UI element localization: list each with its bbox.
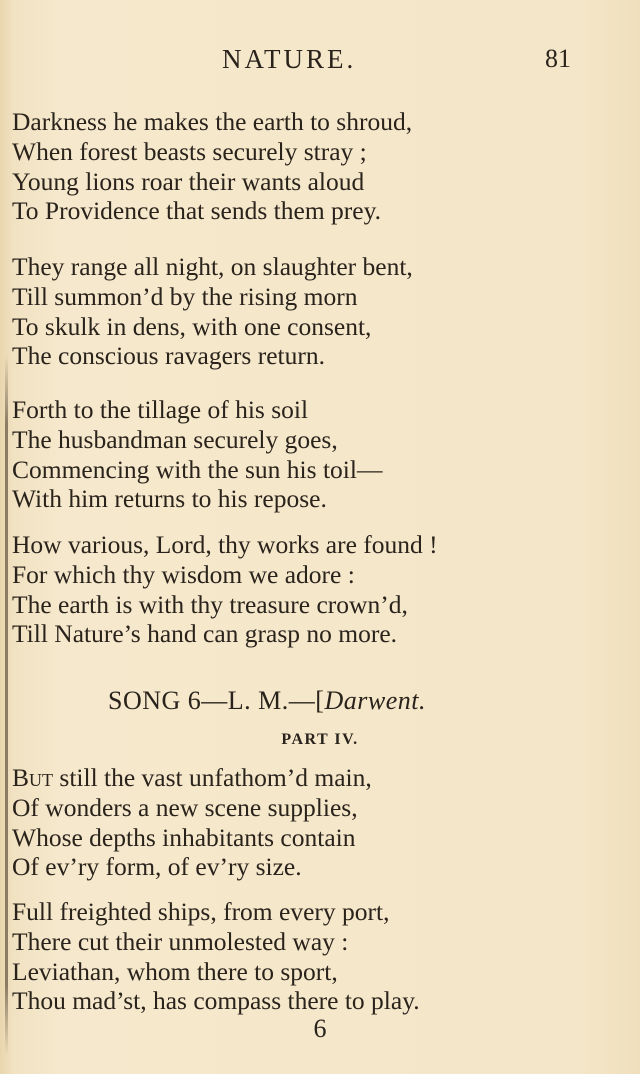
verse-line: Forth to the tillage of his soil: [12, 395, 309, 424]
verse-line: Commencing with the sun his toil—: [12, 454, 383, 484]
first-line-rest: still the vast unfathom’d main,: [53, 763, 372, 792]
verse-line: Young lions roar their wants aloud: [12, 166, 365, 196]
song-heading: [0, 686, 640, 720]
stanza: [12, 395, 572, 514]
stanza: [12, 107, 572, 226]
verse-line: With him returns to his repose.: [12, 484, 327, 514]
verse-line: Whose depths inhabitants contain: [12, 822, 356, 852]
stanza: [12, 252, 572, 371]
verse-line: Thou mad’st, has compass there to play.: [12, 986, 420, 1016]
page-number: 81: [545, 44, 571, 73]
tune-name: Darwent.: [324, 686, 426, 715]
verse-line: To skulk in dens, with one consent,: [12, 311, 372, 341]
verse-line: Leviathan, whom there to sport,: [12, 956, 338, 986]
song-label: [108, 686, 426, 716]
verse-line: When forest beasts securely stray ;: [12, 136, 367, 166]
verse-line: Of ev’ry form, of ev’ry size.: [12, 852, 302, 882]
verse-line: The earth is with thy treasure crown’d,: [12, 589, 408, 619]
stanza: [12, 763, 572, 882]
verse-line: For which thy wisdom we adore :: [12, 559, 355, 589]
verse-line: How various, Lord, thy works are found !: [12, 530, 438, 559]
verse-line: Of wonders a new scene supplies,: [12, 792, 358, 822]
running-title: NATURE.: [222, 44, 357, 74]
page-header: [0, 44, 640, 80]
verse-line: The conscious ravagers return.: [12, 341, 325, 371]
part-label: PART IV.: [281, 731, 359, 748]
verse-line: To Providence that sends them prey.: [12, 196, 382, 226]
stanza: [12, 897, 572, 1016]
verse-line: [12, 763, 572, 793]
verse-line: The husbandman securely goes,: [12, 424, 338, 454]
stanza: [12, 530, 572, 649]
verse-line: They range all night, on slaughter bent,: [12, 252, 413, 281]
song-number: SONG 6—L. M.—[: [108, 686, 325, 715]
signature-mark: 6: [313, 1014, 327, 1043]
verse-line: There cut their unmolested way :: [12, 926, 349, 956]
first-word: But: [12, 763, 54, 792]
verse-line: Till Nature’s hand can grasp no more.: [12, 619, 398, 649]
verse-line: Darkness he makes the earth to shroud,: [12, 107, 413, 136]
verse-line: Full freighted ships, from every port,: [12, 897, 390, 926]
verse-line: Till summon’d by the rising morn: [12, 281, 358, 311]
